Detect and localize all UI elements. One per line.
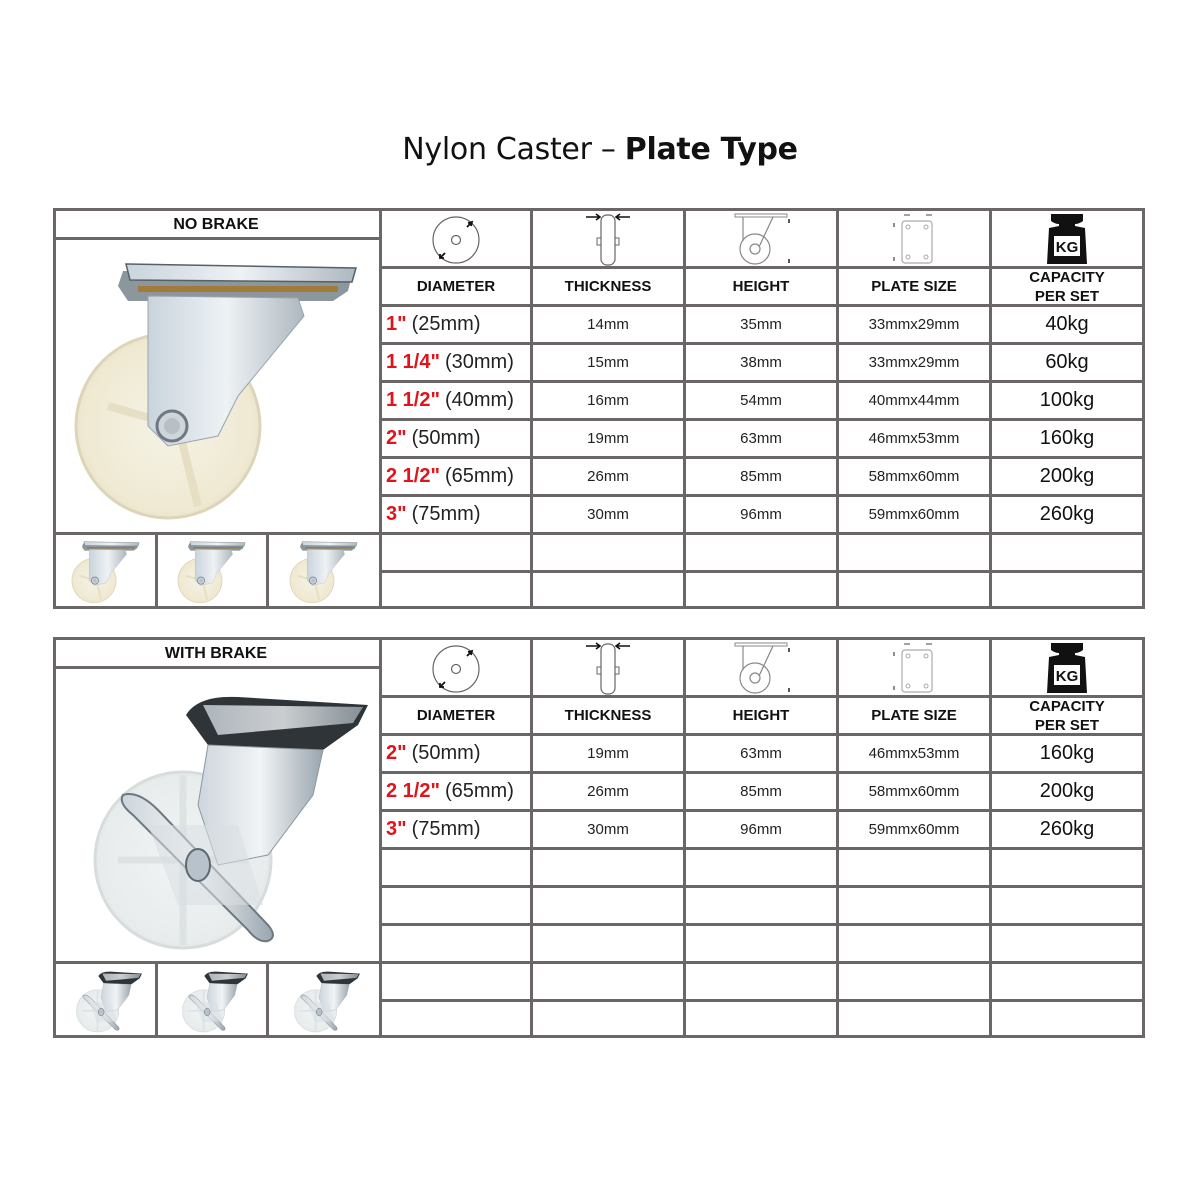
empty-cell [839, 888, 989, 923]
column-header-capacity [992, 698, 1142, 733]
cell-plate: 58mmx60mm [868, 468, 960, 485]
grid-line [1142, 637, 1145, 1038]
height-icon [729, 640, 793, 696]
section-title-no-brake: NO BRAKE [173, 215, 259, 233]
cell-thickness: 15mm [587, 354, 629, 371]
spec-table-with-brake [53, 637, 1143, 1038]
empty-cell [686, 926, 836, 961]
empty-cell [382, 573, 530, 608]
table-cell [382, 459, 530, 494]
empty-cell [839, 535, 989, 570]
diameter-mm: (25mm) [411, 313, 481, 335]
cell-thickness: 14mm [587, 316, 629, 333]
header-icon-cell [382, 211, 530, 266]
thumbnail-2[interactable] [158, 535, 266, 606]
weight-kg-icon [1045, 212, 1089, 266]
table-cell [382, 497, 530, 532]
thumbnail-2[interactable] [158, 964, 266, 1035]
thumbnail-3[interactable] [269, 964, 379, 1035]
column-header-thickness: THICKNESS [564, 277, 652, 295]
cell-plate: 33mmx29mm [868, 354, 960, 371]
thickness-icon [578, 640, 638, 696]
empty-cell [839, 964, 989, 999]
empty-cell [686, 573, 836, 608]
page-title-bold: Plate Type [624, 132, 798, 167]
column-header-plate-size: PLATE SIZE [871, 706, 957, 724]
empty-cell [686, 850, 836, 885]
empty-cell [992, 573, 1142, 608]
cell-plate: 58mmx60mm [868, 783, 960, 800]
empty-cell [686, 1002, 836, 1037]
column-header-plate-size: PLATE SIZE [871, 277, 957, 295]
cell-plate: 46mmx53mm [868, 745, 960, 762]
cell-capacity: 60kg [1045, 351, 1089, 373]
plate-size-icon [884, 211, 944, 267]
diameter-inch: 3" [386, 818, 407, 840]
diameter-mm: (50mm) [411, 427, 481, 449]
cell-capacity: 40kg [1045, 313, 1089, 335]
empty-cell [839, 1002, 989, 1037]
cell-thickness: 26mm [587, 783, 629, 800]
header-icon-cell [992, 640, 1142, 695]
cell-thickness: 19mm [587, 745, 629, 762]
empty-cell [533, 926, 683, 961]
cell-height: 96mm [740, 506, 782, 523]
header-icon-cell [992, 211, 1142, 266]
page-title-regular: Nylon Caster – [402, 132, 625, 167]
diameter-inch: 2 1/2" [386, 465, 440, 487]
plate-size-icon [884, 640, 944, 696]
empty-cell [992, 850, 1142, 885]
cell-plate: 59mmx60mm [868, 506, 960, 523]
column-header-diameter: DIAMETER [416, 277, 496, 295]
thumbnail-3[interactable] [269, 535, 379, 606]
cell-capacity: 200kg [1039, 780, 1095, 802]
empty-cell [992, 926, 1142, 961]
height-icon [729, 211, 793, 267]
diameter-inch: 1 1/4" [386, 351, 440, 373]
diameter-icon [426, 642, 486, 694]
diameter-mm: (75mm) [411, 818, 481, 840]
empty-cell [992, 1002, 1142, 1037]
diameter-inch: 1 1/2" [386, 389, 440, 411]
cell-capacity: 160kg [1039, 427, 1095, 449]
cell-capacity: 160kg [1039, 742, 1095, 764]
table-cell [382, 812, 530, 847]
header-icon-cell [686, 211, 836, 266]
table-cell [382, 774, 530, 809]
column-header-height: HEIGHT [732, 277, 790, 295]
table-cell [382, 345, 530, 380]
thumbnail-1[interactable] [56, 535, 155, 606]
column-header-height: HEIGHT [732, 706, 790, 724]
cell-height: 85mm [740, 783, 782, 800]
empty-cell [992, 535, 1142, 570]
empty-cell [686, 888, 836, 923]
cell-thickness: 19mm [587, 430, 629, 447]
diameter-mm: (65mm) [444, 465, 514, 487]
table-cell [382, 307, 530, 342]
cell-capacity: 260kg [1039, 503, 1095, 525]
capacity-label-line1: CAPACITY [1029, 268, 1105, 286]
diameter-mm: (50mm) [411, 742, 481, 764]
cell-plate: 40mmx44mm [868, 392, 960, 409]
capacity-label-line2: PER SET [1034, 716, 1100, 734]
header-icon-cell [839, 640, 989, 695]
empty-cell [686, 964, 836, 999]
weight-kg-icon [1045, 641, 1089, 695]
diameter-mm: (75mm) [411, 503, 481, 525]
empty-cell [382, 888, 530, 923]
column-header-diameter: DIAMETER [416, 706, 496, 724]
diameter-mm: (30mm) [444, 351, 514, 373]
empty-cell [533, 1002, 683, 1037]
svg-text:KG: KG [1055, 238, 1079, 256]
empty-cell [533, 888, 683, 923]
grid-line [53, 1035, 382, 1038]
empty-cell [992, 964, 1142, 999]
header-icon-cell [382, 640, 530, 695]
page-title [0, 132, 1200, 167]
empty-cell [533, 964, 683, 999]
column-header-thickness: THICKNESS [564, 706, 652, 724]
empty-cell [382, 1002, 530, 1037]
swivel-caster-no-brake-photo [56, 240, 379, 532]
diameter-inch: 2" [386, 427, 407, 449]
cell-capacity: 260kg [1039, 818, 1095, 840]
cell-plate: 59mmx60mm [868, 821, 960, 838]
cell-height: 38mm [740, 354, 782, 371]
header-icon-cell [839, 211, 989, 266]
swivel-caster-with-brake-photo [56, 669, 379, 961]
cell-capacity: 100kg [1039, 389, 1095, 411]
empty-cell [686, 535, 836, 570]
cell-height: 35mm [740, 316, 782, 333]
thumbnail-1[interactable] [56, 964, 155, 1035]
diameter-inch: 2 1/2" [386, 780, 440, 802]
diameter-icon [426, 213, 486, 265]
table-cell [382, 383, 530, 418]
diameter-inch: 1" [386, 313, 407, 335]
cell-thickness: 26mm [587, 468, 629, 485]
cell-height: 63mm [740, 745, 782, 762]
cell-thickness: 16mm [587, 392, 629, 409]
empty-cell [839, 926, 989, 961]
diameter-inch: 2" [386, 742, 407, 764]
empty-cell [382, 535, 530, 570]
empty-cell [533, 573, 683, 608]
cell-plate: 46mmx53mm [868, 430, 960, 447]
empty-cell [533, 850, 683, 885]
cell-plate: 33mmx29mm [868, 316, 960, 333]
table-cell [382, 421, 530, 456]
capacity-label-line1: CAPACITY [1029, 697, 1105, 715]
cell-capacity: 200kg [1039, 465, 1095, 487]
header-icon-cell [533, 211, 683, 266]
empty-cell [382, 926, 530, 961]
header-icon-cell [533, 640, 683, 695]
empty-cell [839, 573, 989, 608]
diameter-mm: (40mm) [444, 389, 514, 411]
grid-line [53, 606, 382, 609]
cell-height: 85mm [740, 468, 782, 485]
empty-cell [382, 964, 530, 999]
cell-height: 96mm [740, 821, 782, 838]
column-header-capacity [992, 269, 1142, 304]
cell-thickness: 30mm [587, 821, 629, 838]
header-icon-cell [686, 640, 836, 695]
cell-height: 54mm [740, 392, 782, 409]
empty-cell [839, 850, 989, 885]
spec-table-no-brake [53, 208, 1143, 609]
empty-cell [533, 535, 683, 570]
capacity-label-line2: PER SET [1034, 287, 1100, 305]
empty-cell [382, 850, 530, 885]
grid-line [1142, 208, 1145, 609]
thickness-icon [578, 211, 638, 267]
diameter-inch: 3" [386, 503, 407, 525]
section-title-with-brake: WITH BRAKE [164, 644, 268, 662]
cell-thickness: 30mm [587, 506, 629, 523]
table-cell [382, 736, 530, 771]
svg-text:KG: KG [1055, 667, 1079, 685]
empty-cell [992, 888, 1142, 923]
diameter-mm: (65mm) [444, 780, 514, 802]
cell-height: 63mm [740, 430, 782, 447]
